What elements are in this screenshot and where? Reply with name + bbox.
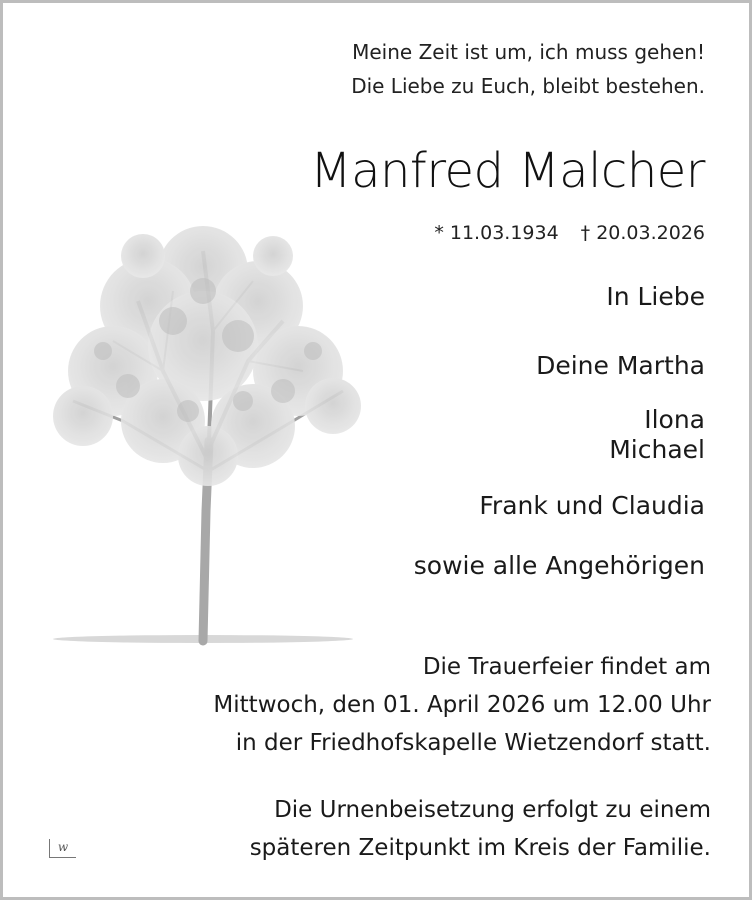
- mourner-partner: Deine Martha: [536, 351, 705, 380]
- deceased-name: Manfred Malcher: [310, 143, 705, 199]
- mourner-child-1: Ilona: [644, 405, 705, 434]
- life-dates: [434, 222, 705, 244]
- burial-line-1: Die Urnenbeisetzung erfolgt zu einem: [274, 797, 711, 823]
- publisher-logo-icon: w: [49, 839, 76, 858]
- mourner-child-3: Frank und Claudia: [479, 491, 705, 520]
- ceremony-line-3: in der Friedhofskapelle Wietzendorf statt.: [235, 730, 711, 756]
- quote-line-2: Die Liebe zu Euch, bleibt bestehen.: [351, 74, 705, 98]
- mourner-intro: In Liebe: [606, 282, 705, 311]
- ceremony-line-2: Mittwoch, den 01. April 2026 um 12.00 Uhr: [213, 692, 711, 718]
- birth-date: * 11.03.1934: [434, 222, 559, 244]
- mourner-relatives: sowie alle Angehörigen: [413, 551, 705, 580]
- ceremony-line-1: Die Trauerfeier findet am: [422, 654, 711, 680]
- tree-icon: [43, 211, 363, 651]
- burial-line-2: späteren Zeitpunkt im Kreis der Familie.: [249, 835, 711, 861]
- mourner-child-2: Michael: [609, 435, 705, 464]
- death-date: † 20.03.2026: [580, 222, 705, 244]
- quote-line-1: Meine Zeit ist um, ich muss gehen!: [352, 40, 705, 64]
